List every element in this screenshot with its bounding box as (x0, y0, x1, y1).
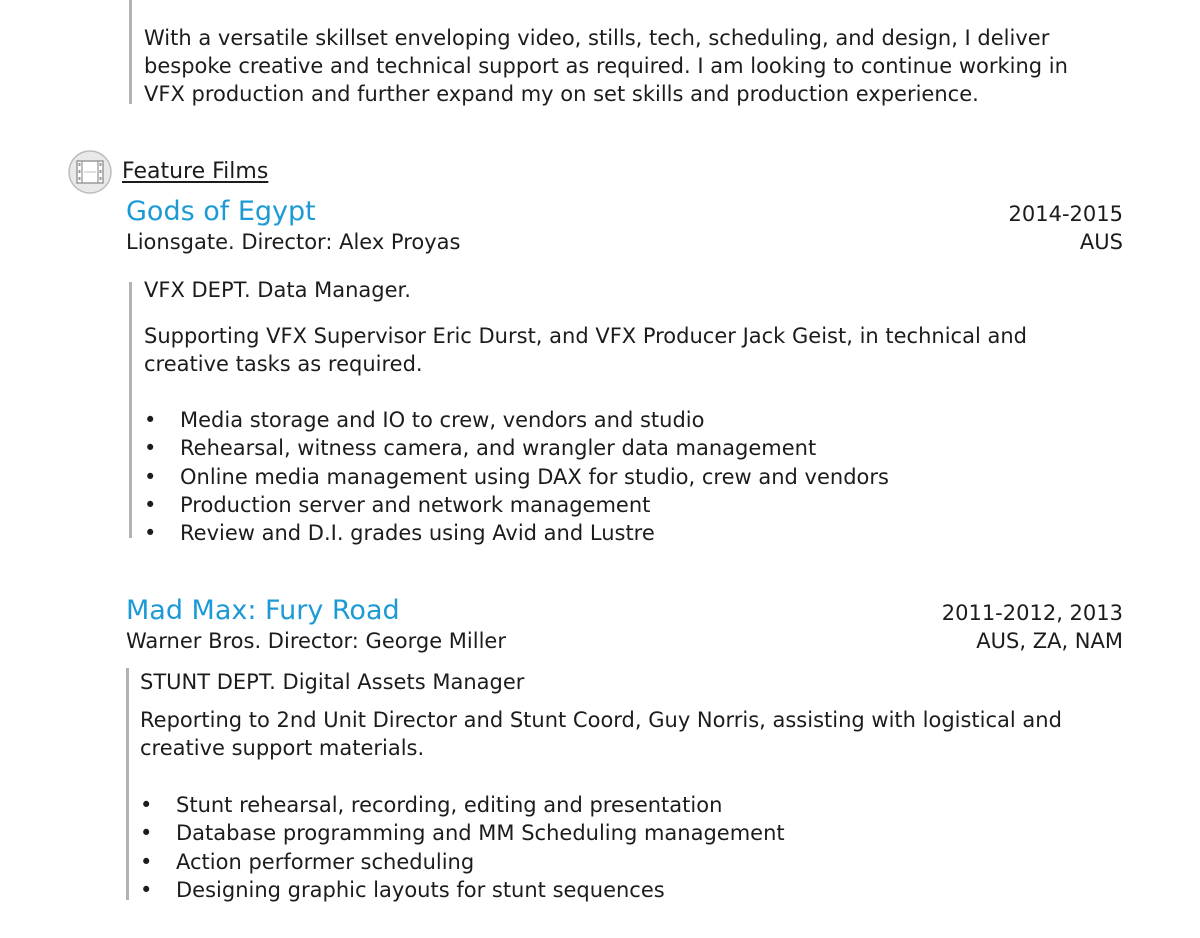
film-role: VFX DEPT. Data Manager. (144, 278, 411, 302)
film-role: STUNT DEPT. Digital Assets Manager (140, 670, 525, 694)
film-description (144, 322, 1027, 378)
description-line: Reporting to 2nd Unit Director and Stunt Coord, Guy Norris, assisting with logistical and (140, 708, 1062, 732)
film-years: 2011-2012, 2013 (941, 601, 1123, 625)
film-title: Gods of Egypt (126, 196, 316, 227)
film-location: AUS (1079, 230, 1123, 254)
description-line: creative tasks as required. (144, 352, 423, 376)
intro-margin-bar (129, 0, 132, 104)
duty-item: • Database programming and MM Scheduling management (140, 819, 785, 847)
duty-item: • Action performer scheduling (140, 848, 785, 876)
section-title: Feature Films (122, 159, 269, 184)
film-margin-bar (129, 282, 132, 538)
duty-item: • Review and D.I. grades using Avid and Lustre (144, 519, 889, 547)
description-line: Supporting VFX Supervisor Eric Durst, and VFX Producer Jack Geist, in technical and (144, 324, 1027, 348)
duty-item: • Media storage and IO to crew, vendors and studio (144, 406, 889, 434)
film-title: Mad Max: Fury Road (126, 595, 400, 626)
film-duties-list (140, 791, 785, 904)
film-reel-icon (68, 150, 114, 194)
film-studio: Warner Bros. Director: George Miller (126, 629, 506, 653)
film-years: 2014-2015 (1008, 202, 1123, 226)
duty-item: • Rehearsal, witness camera, and wrangler data management (144, 434, 889, 462)
intro-line: VFX production and further expand my on set skills and production experience. (144, 82, 979, 106)
duty-item: • Designing graphic layouts for stunt sequences (140, 876, 785, 904)
film-location: AUS, ZA, NAM (976, 629, 1123, 653)
intro-paragraph (144, 24, 1068, 108)
film-studio: Lionsgate. Director: Alex Proyas (126, 230, 461, 254)
duty-item: • Production server and network management (144, 491, 889, 519)
film-description (140, 706, 1062, 762)
duty-item: • Stunt rehearsal, recording, editing and presentation (140, 791, 785, 819)
duty-item: • Online media management using DAX for studio, crew and vendors (144, 463, 889, 491)
description-line: creative support materials. (140, 736, 425, 760)
intro-line: With a versatile skillset enveloping video, stills, tech, scheduling, and design, I deliver (144, 26, 1050, 50)
film-duties-list (144, 406, 889, 547)
film-margin-bar (126, 668, 129, 900)
intro-line: bespoke creative and technical support as required. I am looking to continue working in (144, 54, 1068, 78)
